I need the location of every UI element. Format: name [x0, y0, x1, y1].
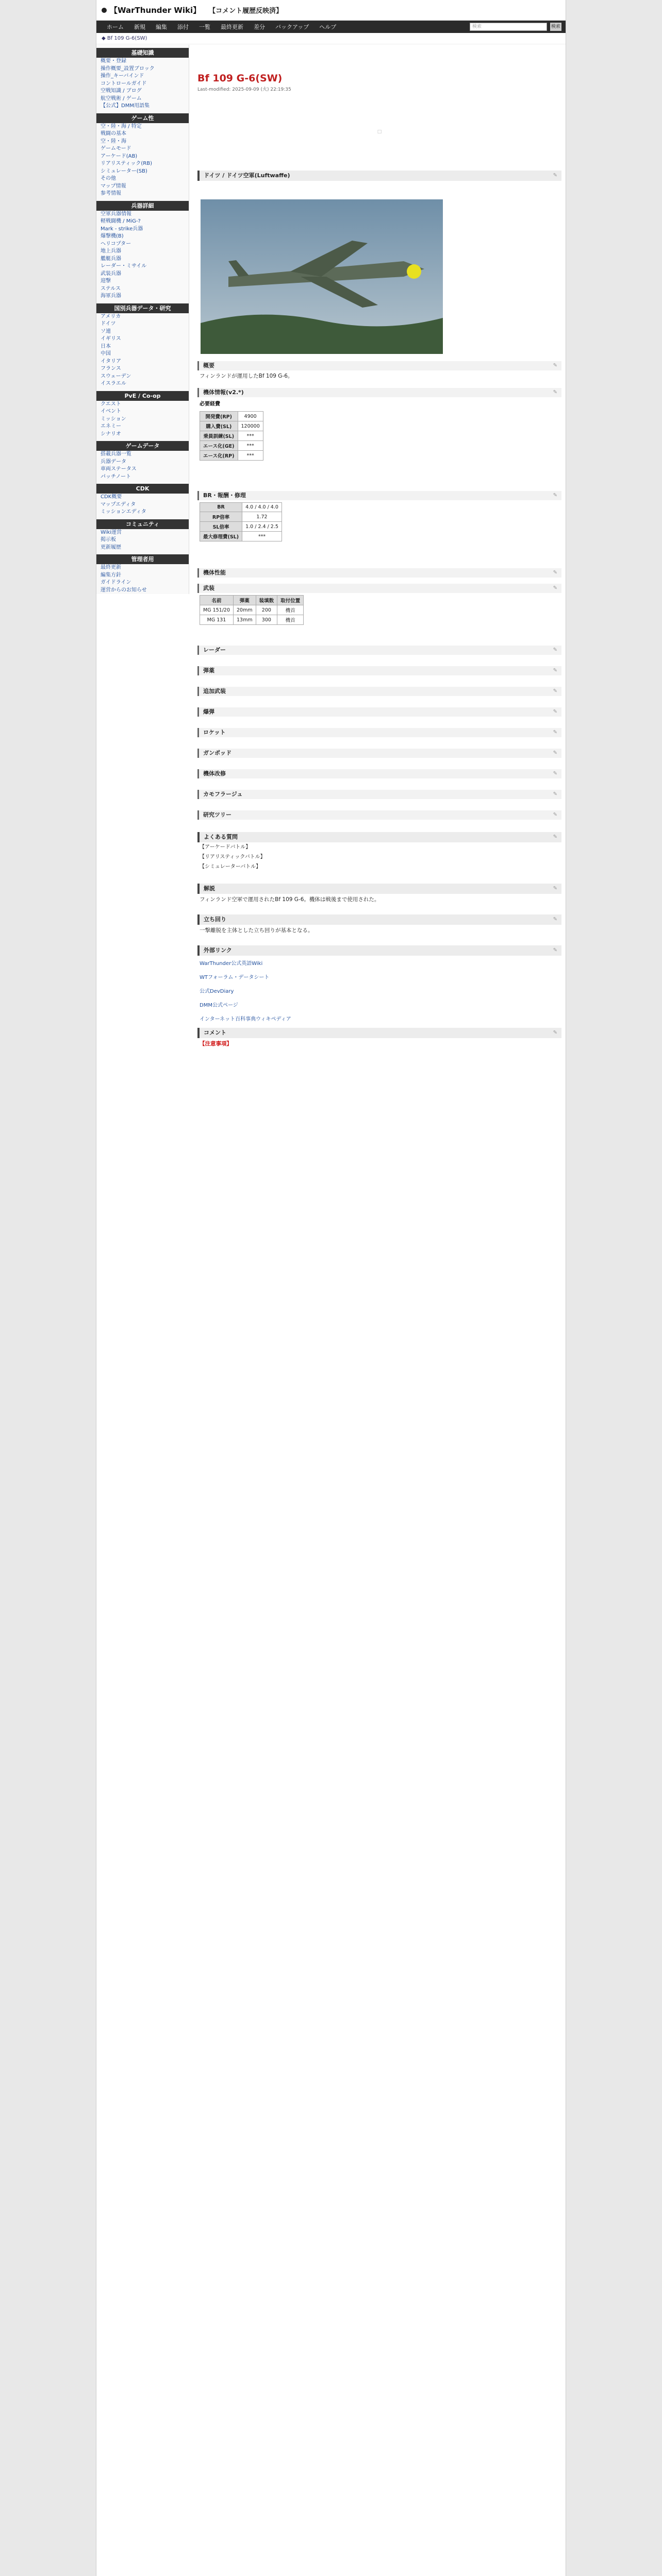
external-link[interactable]: DMM公式ページ	[200, 1003, 238, 1008]
table-cell: 4900	[238, 412, 263, 421]
table-row	[200, 615, 304, 625]
page-label: 【コメント履歴反映済】	[209, 7, 283, 15]
overview-section	[197, 358, 561, 382]
table-cell: 購入費(SL)	[200, 421, 238, 431]
external-link[interactable]: インターネット百科事典ウィキペディア	[200, 1016, 291, 1022]
sidebar-section-title: 兵器詳細	[96, 201, 189, 211]
edit-icon[interactable]: ✎	[553, 834, 557, 840]
gunpods-section	[197, 745, 561, 758]
sidebar-section-title: PvE / Co-op	[96, 391, 189, 401]
edit-icon[interactable]: ✎	[553, 771, 557, 776]
sidebar-item[interactable]: マップ情報	[101, 183, 126, 189]
sidebar-item[interactable]: レーダー・ミサイル	[101, 263, 147, 269]
table-header-cell: 弾薬	[234, 596, 256, 605]
sidebar-item[interactable]: 空戦知識 / ブログ	[101, 88, 142, 94]
sidebar-item[interactable]: クエスト	[101, 401, 121, 407]
table-header-cell: 取付位置	[277, 596, 304, 605]
sidebar-item[interactable]: 空・陸・海	[101, 138, 126, 144]
sidebar-item[interactable]: スウェーデン	[101, 373, 131, 379]
sidebar-item[interactable]: ミッションエディタ	[101, 509, 146, 515]
perf-heading: 機体情報(v2.*) ✎	[197, 388, 561, 397]
nav-item-diff[interactable]: 差分	[254, 24, 265, 30]
table-row	[200, 503, 282, 512]
sidebar-item[interactable]: ガイドライン	[101, 580, 131, 585]
table-row	[200, 431, 263, 441]
sidebar-item[interactable]: Mark - strike兵器	[101, 226, 143, 232]
table-cell: 乗員訓練(SL)	[200, 431, 238, 441]
sidebar-item[interactable]: 搭載兵器一覧	[101, 451, 131, 457]
faq-item: 【リアリスティックバトル】	[200, 854, 266, 860]
sidebar-item[interactable]: ゲームモード	[101, 146, 131, 151]
table-cell: エース化(RP)	[200, 451, 238, 461]
edit-icon[interactable]: ✎	[553, 812, 557, 818]
radar-heading: レーダー ✎	[197, 646, 561, 655]
edit-icon[interactable]: ✎	[553, 389, 557, 395]
sidebar-item[interactable]: イタリア	[101, 358, 121, 364]
external-link[interactable]: WTフォーラム・データシート	[200, 975, 270, 980]
faq-item: 【アーケードバトル】	[200, 844, 251, 850]
nav-item-backup[interactable]: バックアップ	[275, 24, 309, 30]
section-main: ドイツ / ドイツ空軍(Luftwaffe) ✎	[197, 171, 561, 181]
sidebar-section-title: ゲームデータ	[96, 441, 189, 451]
sidebar-section-title: 基礎知識	[96, 48, 189, 58]
sidebar-item[interactable]: マップエディタ	[101, 501, 136, 507]
sidebar-item[interactable]: エネミー	[101, 423, 121, 429]
main-content	[197, 45, 561, 1047]
br-heading: BR・報酬・修理 ✎	[197, 491, 561, 500]
edit-icon[interactable]: ✎	[553, 886, 557, 891]
links-section	[197, 941, 561, 1025]
sidebar-item[interactable]: 中国	[101, 351, 111, 357]
mods-heading: 機体改修 ✎	[197, 769, 561, 778]
edit-icon[interactable]: ✎	[553, 493, 557, 498]
sidebar-item[interactable]: アーケード(AB)	[101, 153, 138, 159]
cost-table-title: 必要経費	[200, 401, 220, 407]
sidebar-item[interactable]: イスラエル	[101, 381, 126, 386]
table-cell: RP倍率	[200, 512, 242, 522]
comment-notice: 【注意事項】	[200, 1041, 232, 1047]
external-link[interactable]: 公式DevDiary	[200, 989, 234, 994]
aircraft-image	[197, 199, 561, 354]
weapons-heading: 武装 ✎	[197, 584, 561, 593]
sidebar-section-title: 管理者用	[96, 554, 189, 564]
search-button[interactable]: 検索	[550, 23, 561, 31]
edit-icon[interactable]: ✎	[553, 709, 557, 715]
sidebar-item[interactable]: シミュレーター(SB)	[101, 168, 147, 174]
overview-heading: 概要 ✎	[197, 361, 561, 370]
table-cell: ***	[238, 441, 263, 451]
faq-item: 【シミュレーターバトル】	[200, 864, 261, 870]
sidebar-item[interactable]: ステルス	[101, 285, 121, 292]
sidebar-item[interactable]: 操作概要_設置ブロック	[101, 65, 155, 72]
sidebar-item[interactable]: 概要・登録	[101, 58, 126, 64]
table-cell: 200	[256, 605, 277, 615]
sidebar-item[interactable]: コントロールガイド	[101, 80, 147, 87]
sidebar-item[interactable]: ヘリコプター	[101, 241, 131, 247]
links-heading: 外部リンク ✎	[197, 945, 561, 956]
table-cell: 300	[256, 615, 277, 625]
ad-placeholder: □	[377, 129, 382, 134]
specs-heading: 機体性能 ✎	[197, 568, 561, 578]
table-row	[200, 512, 282, 522]
table-row	[200, 522, 282, 532]
nav-item-list[interactable]: 一覧	[199, 24, 210, 30]
edit-icon[interactable]: ✎	[553, 947, 557, 953]
history-section	[197, 879, 561, 906]
table-row	[200, 532, 282, 541]
table-cell: MG 151/20	[200, 605, 234, 615]
table-cell: 1.72	[242, 512, 282, 522]
radar-section	[197, 642, 561, 655]
nav-item-attach[interactable]: 添付	[177, 24, 189, 30]
edit-icon[interactable]: ✎	[553, 688, 557, 694]
table-cell: 最大修理費(SL)	[200, 532, 242, 541]
page-title: Bf 109 G-6(SW)	[197, 73, 283, 84]
nav-item-home[interactable]: ホーム	[107, 24, 124, 30]
sidebar-item[interactable]: 運営からのお知らせ	[101, 587, 147, 593]
faq-section	[197, 828, 561, 872]
table-header-cell: 名前	[200, 596, 234, 605]
sidebar-item[interactable]: 地上兵器	[101, 248, 121, 254]
br-table	[200, 502, 282, 541]
sidebar-item[interactable]: 編集方針	[101, 572, 121, 578]
table-cell: 1.0 / 2.4 / 2.5	[242, 522, 282, 532]
strategy-text: 一撃離脱を主体とした立ち回りが基本となる。	[200, 927, 313, 934]
edit-icon[interactable]: ✎	[553, 363, 557, 368]
edit-icon[interactable]: ✎	[553, 585, 557, 591]
history-heading: 解説 ✎	[197, 884, 561, 894]
sidebar-item[interactable]: 戦闘の基本	[101, 131, 126, 137]
table-cell: MG 131	[200, 615, 234, 625]
table-cell: ***	[238, 451, 263, 461]
weapons-table	[200, 595, 304, 625]
nav-bar	[96, 21, 566, 33]
breadcrumb[interactable]: ◆ Bf 109 G-6(SW)	[96, 33, 566, 44]
sidebar-item[interactable]: 兵器データ	[101, 459, 126, 465]
sidebar-section-title: CDK	[96, 484, 189, 494]
tree-section	[197, 807, 561, 820]
table-cell: SL倍率	[200, 522, 242, 532]
br-section	[197, 488, 561, 544]
table-cell: 13mm	[234, 615, 256, 625]
table-header-cell: 装填数	[256, 596, 277, 605]
comments-heading: コメント ✎	[197, 1028, 561, 1038]
table-cell: ***	[242, 532, 282, 541]
search-input[interactable]: 検索	[470, 23, 547, 31]
table-row	[200, 441, 263, 451]
sidebar-item[interactable]: ミッション	[101, 416, 126, 422]
sidebar-item[interactable]: 操作_キーバインド	[101, 73, 144, 79]
table-row	[200, 421, 263, 431]
perf-section	[197, 385, 561, 463]
ammo-section	[197, 663, 561, 675]
nav-item-recent[interactable]: 最終更新	[221, 24, 243, 30]
sidebar-section-title: コミュニティ	[96, 519, 189, 529]
edit-icon[interactable]: ✎	[553, 173, 557, 178]
specs-section	[197, 565, 561, 578]
sidebar-item[interactable]: パッチノート	[101, 473, 131, 480]
sidebar-item[interactable]: 参考情報	[101, 191, 121, 196]
sidebar-item[interactable]: 爆撃機(B)	[101, 233, 124, 239]
table-row	[200, 412, 263, 421]
table-cell: 機首	[277, 615, 304, 625]
edit-icon[interactable]: ✎	[553, 570, 557, 575]
site-header	[96, 0, 566, 21]
sidebar-item[interactable]: 迎撃	[101, 278, 111, 284]
table-cell: ***	[238, 431, 263, 441]
history-text: フィンランド空軍で運用されたBf 109 G-6。機体は戦後まで使用された。	[200, 896, 380, 903]
rockets-section	[197, 725, 561, 737]
edit-icon[interactable]: ✎	[553, 1030, 557, 1036]
table-cell: 開発費(RP)	[200, 412, 238, 421]
page-wrapper	[96, 0, 566, 2576]
armament-heading: 追加武装 ✎	[197, 687, 561, 696]
sidebar-item[interactable]: Wiki運営	[101, 529, 122, 535]
mods-section	[197, 766, 561, 778]
page-meta: Last-modified: 2025-09-09 (火) 22:19:35	[197, 87, 291, 92]
edit-icon[interactable]: ✎	[553, 917, 557, 922]
weapons-section	[197, 581, 561, 627]
edit-icon[interactable]: ✎	[553, 791, 557, 797]
sidebar-item[interactable]: イベント	[101, 409, 121, 414]
table-cell: 機首	[277, 605, 304, 615]
sidebar-item[interactable]: 更新履歴	[101, 544, 121, 550]
sidebar-item[interactable]: シナリオ	[101, 431, 121, 437]
site-logo-icon	[102, 8, 107, 13]
edit-icon[interactable]: ✎	[553, 730, 557, 735]
sidebar-item[interactable]: その他	[101, 176, 116, 181]
table-cell: BR	[200, 503, 242, 512]
sidebar-item[interactable]: 軽戦闘機 / MiG-?	[101, 218, 141, 224]
sidebar-section-title: 国別兵器データ・研究	[96, 303, 189, 313]
sidebar-item[interactable]: リアリスティック(RB)	[101, 161, 153, 166]
nav-item-edit[interactable]: 編集	[156, 24, 167, 30]
sidebar-item[interactable]: 日本	[101, 343, 111, 349]
sidebar-item[interactable]: アメリカ	[101, 313, 121, 319]
sidebar-item[interactable]: 艦艇兵器	[101, 256, 121, 262]
sidebar-item[interactable]: 最終更新	[101, 565, 121, 570]
table-cell: 20mm	[234, 605, 256, 615]
sidebar	[96, 45, 189, 594]
nav-item-new[interactable]: 新規	[134, 24, 145, 30]
gunpods-heading: ガンポッド ✎	[197, 749, 561, 758]
table-cell: 4.0 / 4.0 / 4.0	[242, 503, 282, 512]
table-cell: 120000	[238, 421, 263, 431]
sidebar-item[interactable]: ソ連	[101, 328, 111, 334]
sidebar-item[interactable]: 航空戦術 / ゲーム	[101, 95, 142, 101]
sidebar-item[interactable]: 車両ステータス	[101, 466, 137, 472]
table-cell: エース化(GE)	[200, 441, 238, 451]
sidebar-item[interactable]: ドイツ	[101, 321, 116, 327]
cost-table	[200, 411, 263, 461]
ammo-heading: 弾薬 ✎	[197, 666, 561, 675]
faq-heading: よくある質問 ✎	[197, 832, 561, 842]
sidebar-item[interactable]: イギリス	[101, 336, 121, 342]
bombs-heading: 爆弾 ✎	[197, 707, 561, 717]
edit-icon[interactable]: ✎	[553, 647, 557, 653]
strategy-heading: 立ち回り ✎	[197, 914, 561, 925]
table-row	[200, 451, 263, 461]
sidebar-item[interactable]: フランス	[101, 366, 121, 371]
sidebar-item[interactable]: 空・陸・海 / 特定	[101, 123, 142, 129]
comments-section	[197, 1024, 561, 1050]
armament-section	[197, 684, 561, 696]
camo-heading: カモフラージュ ✎	[197, 790, 561, 799]
site-title[interactable]: 【WarThunder Wiki】	[110, 6, 201, 15]
sidebar-item[interactable]: 空軍兵器情報	[101, 211, 131, 217]
tree-heading: 研究ツリー ✎	[197, 810, 561, 820]
rockets-heading: ロケット ✎	[197, 728, 561, 737]
edit-icon[interactable]: ✎	[553, 750, 557, 756]
camo-section	[197, 787, 561, 799]
edit-icon[interactable]: ✎	[553, 668, 557, 673]
overview-text: フィンランドが運用したBf 109 G-6。	[200, 373, 293, 379]
strategy-section	[197, 910, 561, 937]
sidebar-item[interactable]: 海軍兵器	[101, 293, 121, 299]
table-row	[200, 605, 304, 615]
external-link[interactable]: WarThunder公式英語Wiki	[200, 961, 263, 967]
sidebar-item[interactable]: 武装兵器	[101, 270, 121, 277]
sidebar-section-title: ゲーム性	[96, 113, 189, 123]
sidebar-item[interactable]: 【公式】DMM用語集	[101, 103, 150, 109]
sidebar-item[interactable]: CDK概要	[101, 494, 122, 500]
sidebar-item[interactable]: 掲示板	[101, 537, 116, 543]
nav-item-help[interactable]: ヘルプ	[319, 24, 337, 30]
bombs-section	[197, 704, 561, 717]
